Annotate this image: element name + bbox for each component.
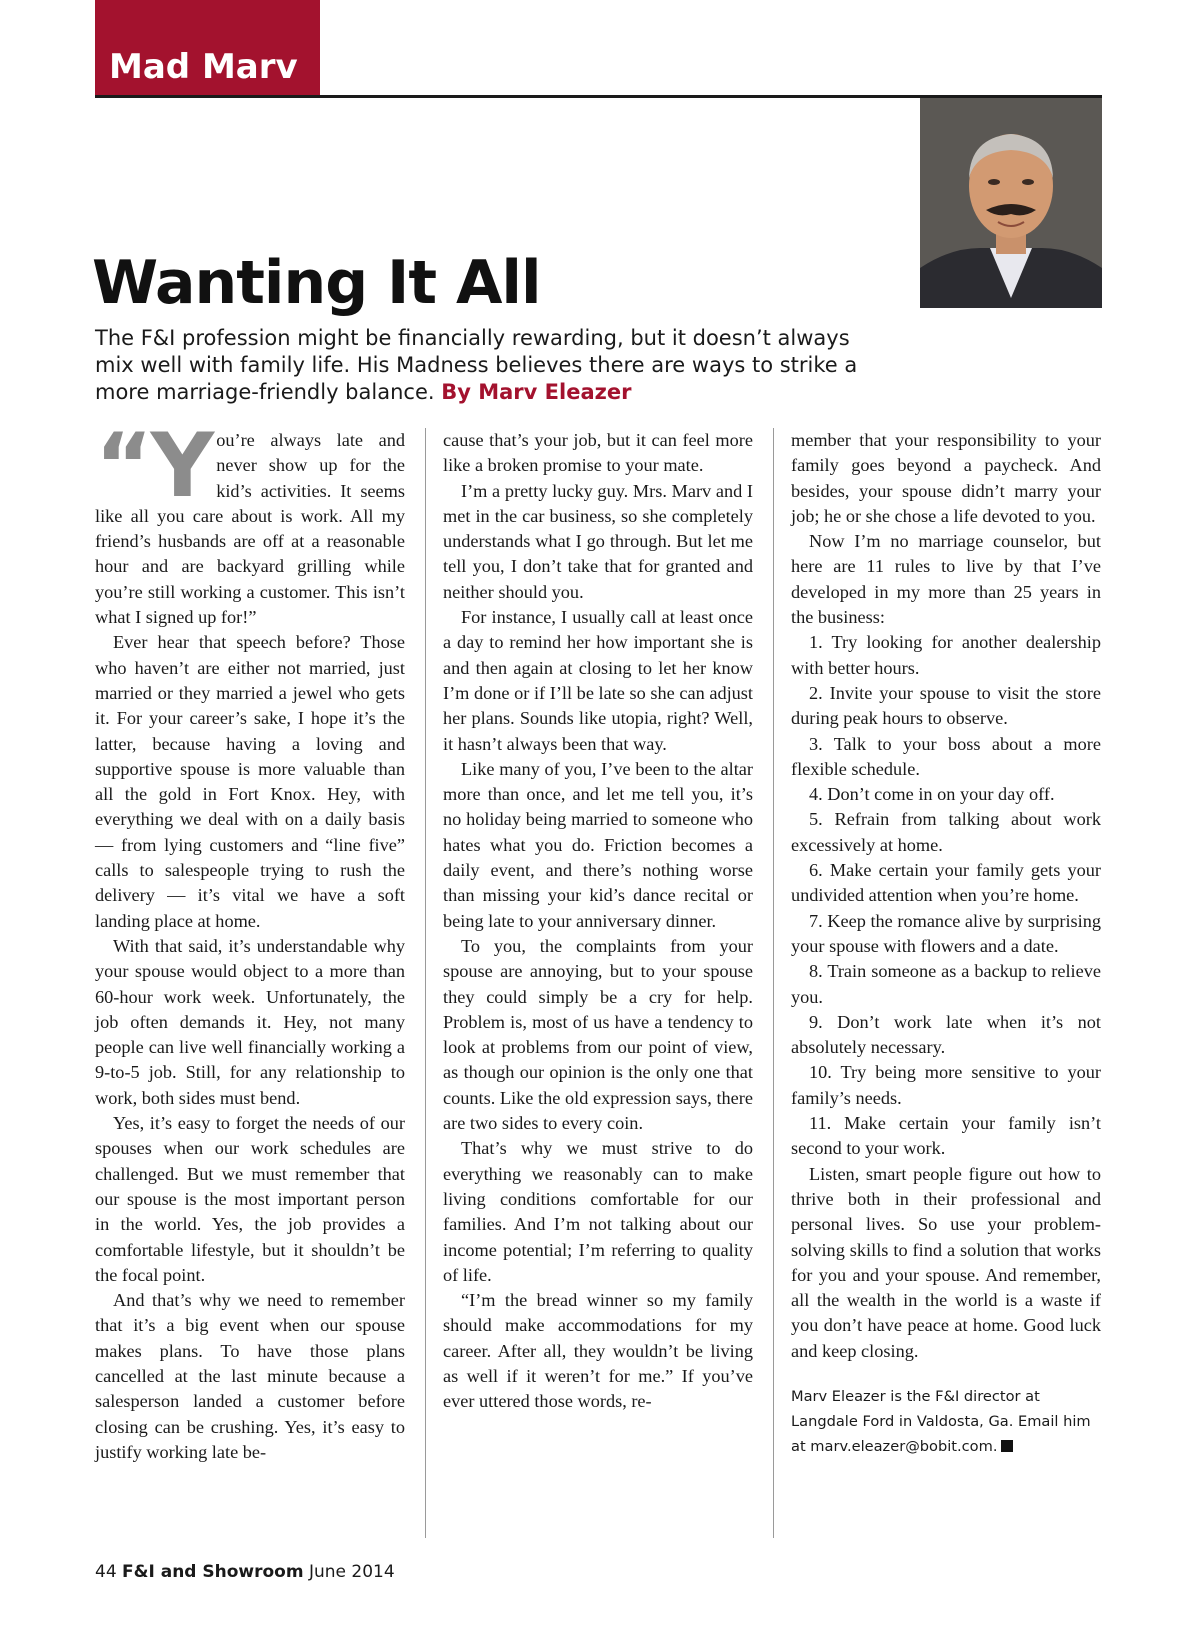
end-mark-icon (1001, 1440, 1013, 1452)
list-item: 11. Make certain your family isn’t second to your work. (791, 1113, 1101, 1159)
paragraph: For instance, I usually call at least once a day to remind her how important she is and then again at closing to let her know I’m done or if I’ll be late so she can adjust her plans. Sounds like utopia, right? Well, it hasn’t always been that way. (443, 607, 753, 754)
magazine-name: F&I and Showroom (122, 1562, 304, 1582)
list-item: 2. Invite your spouse to visit the store during peak hours to observe. (791, 682, 1101, 729)
paragraph: That’s why we must strive to do everything we reasonably can to make living conditions comfortable for our families. And I’m not talking about our income potential; I’m referring to quality of life. (443, 1138, 753, 1285)
paragraph: I’m a pretty lucky guy. Mrs. Marv and I met in the car business, so she completely understands what I go through. But let me tell you, I don’t take that for granted and neither should you. (443, 480, 753, 602)
author-portrait-image (920, 98, 1102, 308)
list-item: 5. Refrain from talking about work excessively at home. (791, 809, 1101, 855)
paragraph: And that’s why we need to remember that it’s a big event when our spouse makes plans. To have those plans cancelled at the last minute because a salesperson landed a customer before closing can be crushing. Yes, it’s easy to justify working late be- (95, 1290, 405, 1462)
paragraph: Now I’m no marriage counselor, but here are 11 rules to live by that I’ve developed in my more than 25 years in the business: (791, 531, 1101, 628)
article-title: Wanting It All (92, 248, 541, 318)
paragraph-text: ou’re always late and never show up for the kid’s activities. It seems like all you care about is work. All my friend’s husbands are off at a reasonable hour and are backyard grilling while you’re still working a customer. This isn’t what I signed up for!” (95, 430, 405, 628)
issue-date: June 2014 (308, 1562, 395, 1582)
paragraph: “I’m the bread winner so my family should make accommodations for my career. After all, they wouldn’t be living as well if it weren’t for me.” If you’ve ever uttered those words, re- (443, 1290, 753, 1412)
column-3 (791, 428, 1101, 1459)
drop-cap-quote: “ (95, 414, 151, 517)
column-divider (425, 428, 426, 1538)
column-divider (773, 428, 774, 1538)
paragraph: Ever hear that speech before? Those who haven’t are either not married, just married or they married a jewel who gets it. For your career’s sake, I hope it’s the latter, because having a loving and supportive spouse is more valuable than all the gold in Fort Knox. Hey, with everything we deal with on a daily basis — from lying customers and “line five” calls to salespeople trying to rush the delivery — it’s vital we have a soft landing place at home. (95, 632, 405, 931)
paragraph (95, 414, 405, 630)
list-item: 1. Try looking for another dealership with better hours. (791, 632, 1101, 678)
paragraph: Yes, it’s easy to forget the needs of our spouses when our work schedules are challenged. But we must remember that our spouse is the most important person in the world. Yes, the job provides a comfortable lifestyle, but it shouldn’t be the focal point. (95, 1113, 405, 1285)
page-number: 44 (95, 1562, 117, 1582)
list-item: 10. Try being more sensitive to your family’s needs. (791, 1062, 1101, 1108)
drop-cap-letter: Y (150, 414, 211, 517)
section-label: Mad Marv (95, 0, 320, 95)
article-deck (95, 325, 895, 406)
paragraph: To you, the complaints from your spouse are annoying, but to your spouse they could simply be a cry for help. Problem is, most of us have a tendency to look at problems from our point of view, as though our opinion is the only one that counts. Like the old expression says, there are two sides to every coin. (443, 935, 753, 1134)
bio-text: Marv Eleazer is the F&I director at Langdale Ford in Valdosta, Ga. Email him at marv.eleazer@bobit.com. (791, 1387, 1091, 1455)
paragraph: Like many of you, I’ve been to the altar more than once, and let me tell you, it’s no holiday being married to someone who hates what you do. Friction becomes a daily event, and there’s nothing worse than missing your kid’s dance recital or being late to your anniversary dinner. (443, 758, 753, 931)
byline: By Marv Eleazer (441, 380, 632, 404)
list-item: 8. Train someone as a backup to relieve you. (791, 961, 1101, 1007)
list-item: 7. Keep the romance alive by surprising your spouse with flowers and a date. (791, 910, 1101, 956)
list-item: 3. Talk to your boss about a more flexible schedule. (791, 733, 1101, 779)
paragraph: With that said, it’s understandable why your spouse would object to a more than 60-hour work week. Unfortunately, the job often demands it. Hey, not many people can live well financially working a 9-to-5 job. Still, for any relationship to work, both sides must bend. (95, 935, 405, 1108)
paragraph: cause that’s your job, but it can feel more like a broken promise to your mate. (443, 430, 753, 476)
column-2 (443, 428, 753, 1415)
list-item: 9. Don’t work late when it’s not absolutely necessary. (791, 1011, 1101, 1058)
page-footer (95, 1562, 395, 1582)
list-item: 6. Make certain your family gets your undivided attention when you’re home. (791, 860, 1101, 906)
deck-text: The F&I profession might be financially rewarding, but it doesn’t always mix well with family life. His Madness believes there are ways to strike a more marriage-friendly balance. (95, 326, 858, 404)
drop-cap (95, 414, 211, 517)
list-item: 4. Don’t come in on your day off. (809, 784, 1055, 805)
author-photo (920, 98, 1102, 308)
paragraph: Listen, smart people figure out how to thrive both in their professional and personal lives. So use your problem-solving skills to find a solution that works for you and your spouse. And remember, all the wealth in the world is a waste if you don’t have peace at home. Good luck and keep closing. (791, 1163, 1101, 1361)
column-1 (95, 414, 405, 1465)
paragraph: member that your responsibility to your family goes beyond a paycheck. And besides, your spouse didn’t marry your job; he or she chose a life devoted to you. (791, 430, 1101, 526)
author-bio (791, 1384, 1101, 1459)
